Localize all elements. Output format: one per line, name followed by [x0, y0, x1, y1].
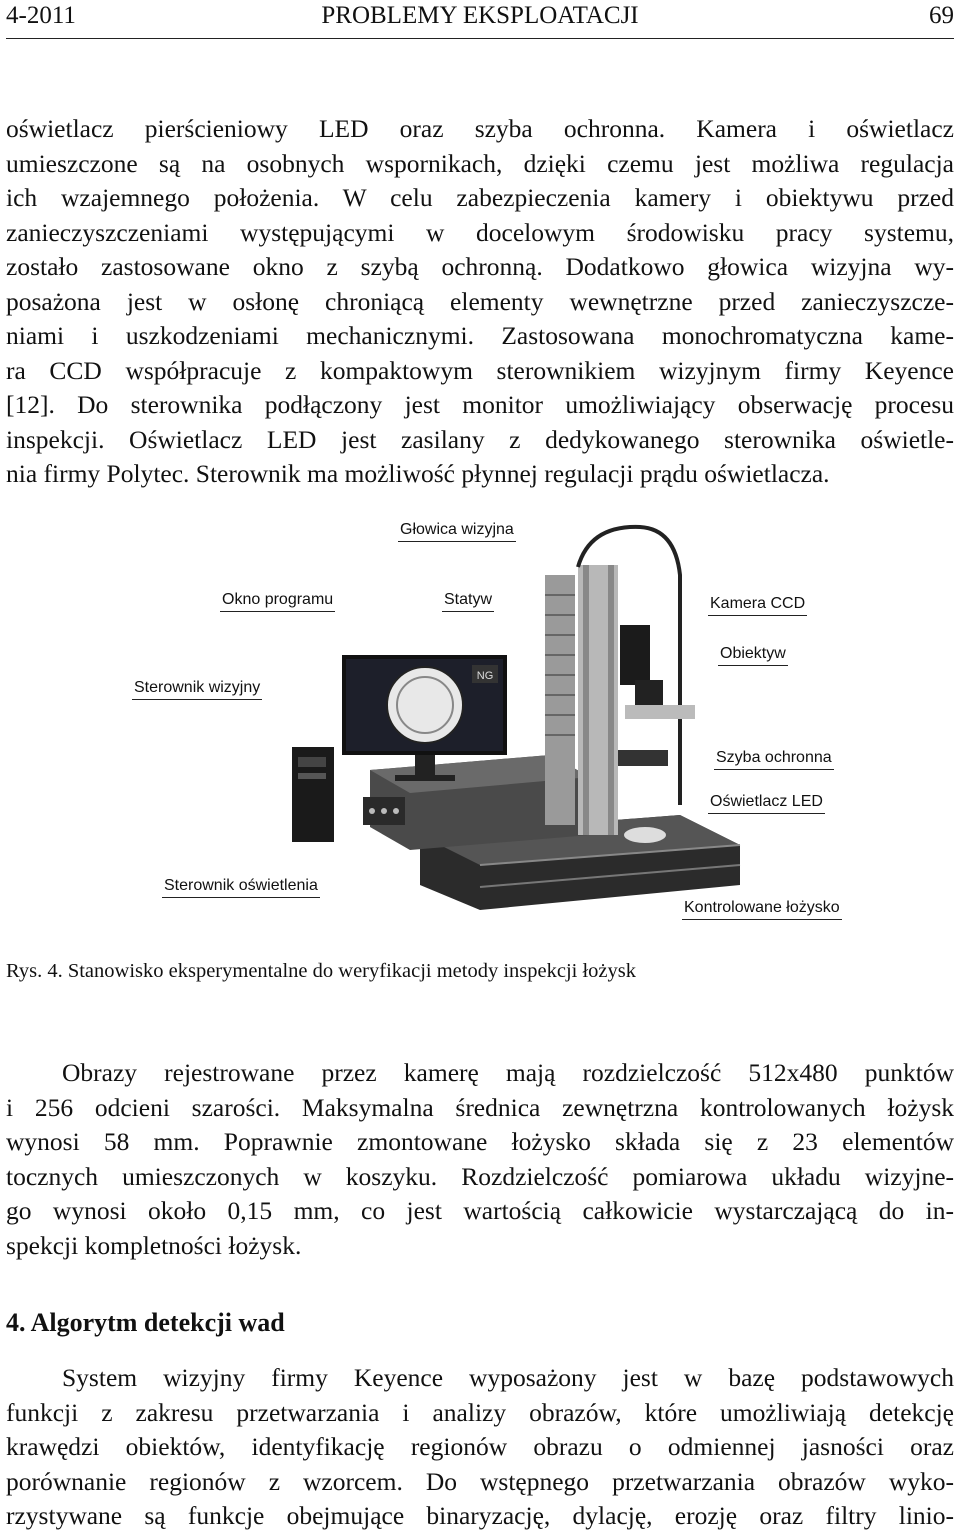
bearing [623, 826, 667, 844]
figure-experimental-setup [120, 515, 880, 925]
text-line: niami i uszkodzeniami mechanicznymi. Zastosowana monochromatyczna kame- [6, 321, 954, 350]
stand-bellows [545, 575, 575, 825]
text-line: Obrazy rejestrowane przez kamerę mają rozdzielczość 512x480 punktów [62, 1058, 954, 1087]
label-inspected-bearing: Kontrolowane łożysko [682, 899, 842, 920]
journal-title: PROBLEMY EKSPLOATACJI [321, 2, 639, 29]
issue-number: 4-2011 [6, 2, 76, 29]
setup-photo-illustration [120, 515, 880, 925]
lens [635, 680, 663, 708]
label-program-window: Okno programu [220, 591, 335, 612]
label-ccd-camera: Kamera CCD [708, 595, 807, 616]
label-vision-controller: Sterownik wizyjny [132, 679, 262, 700]
text-line: nia firmy Polytec. Sterownik ma możliwość płynnej regulacji prądu oświetlacza. [6, 459, 830, 488]
monitor-status-text: NG [476, 670, 494, 682]
label-lens: Obiektyw [718, 645, 788, 666]
text-line: rzystywane są funkcje obejmujące binaryzację, dylację, erozję oraz filtry linio- [6, 1501, 954, 1530]
paragraph-3 [6, 1361, 954, 1534]
text-line: spekcji kompletności łożysk. [6, 1230, 302, 1260]
text-line: System wizyjny firmy Keyence wyposażony jest w bazę podstawowych [62, 1363, 954, 1392]
text-line: tocznych umieszczonych w koszyku. Rozdzielczość pomiarowa układu wizyjne- [6, 1161, 954, 1191]
figure-caption: Rys. 4. Stanowisko eksperymentalne do weryfikacji metody inspekcji łożysk [6, 960, 637, 982]
monitor-bearing-image [387, 667, 463, 743]
protective-glass [625, 705, 695, 719]
text-line: ra CCD współpracuje z kompaktowym sterownikiem wizyjnym firmy Keyence [6, 355, 954, 385]
paragraph-1 [6, 112, 954, 492]
label-light-controller: Sterownik oświetlenia [162, 877, 320, 898]
text-line: porównanie regionów z wzorcem. Do wstępnego przetwarzania obrazów wyko- [6, 1466, 954, 1496]
section-heading: 4. Algorytm detekcji wad [6, 1308, 285, 1337]
text-line: umieszczone są na osobnych wspornikach, dzięki czemu jest możliwa regulacja [6, 148, 954, 178]
text-line: go wynosi około 0,15 mm, co jest wartością całkowicie wystarczającą do in- [6, 1196, 954, 1225]
text-line: oświetlacz pierścieniowy LED oraz szyba ochronna. Kamera i oświetlacz [6, 114, 954, 143]
text-line: zanieczyszczeniami występującymi w docelowym środowisku pracy systemu, [6, 217, 954, 247]
label-protective-glass: Szyba ochronna [714, 749, 834, 770]
ccd-camera [620, 625, 650, 685]
page-number: 69 [929, 2, 954, 29]
led-ring-light [618, 750, 668, 766]
label-vision-head: Głowica wizyjna [398, 521, 516, 542]
paragraph-2 [6, 1056, 954, 1263]
text-line: ich wzajemnego położenia. W celu zabezpieczenia kamery i obiektywu przed [6, 183, 954, 212]
text-line: funkcji z zakresu przetwarzania i analizy obrazów, które umożliwiają detekcję [6, 1397, 954, 1427]
label-led-illuminator: Oświetlacz LED [708, 793, 825, 814]
running-header [6, 0, 954, 39]
text-line: zostało zastosowane okno z szybą ochronną. Dodatkowo głowica wizyjna wy- [6, 252, 954, 281]
text-line: krawędzi obiektów, identyfikację regionów obrazu o odmiennej jasności oraz [6, 1432, 954, 1461]
text-line: i 256 odcieni szarości. Maksymalna średnica zewnętrzna kontrolowanych łożysk [6, 1092, 954, 1122]
text-line: wynosi 58 mm. Poprawnie zmontowane łożysko składa się z 23 elementów [6, 1127, 954, 1156]
text-line: [12]. Do sterownika podłączony jest monitor umożliwiający obserwację procesu [6, 390, 954, 419]
text-line: posażona jest w osłonę chroniącą elementy wewnętrzne przed zanieczyszcze- [6, 286, 954, 316]
text-line: inspekcji. Oświetlacz LED jest zasilany z dedykowanego sterownika oświetle- [6, 424, 954, 454]
label-stand: Statyw [442, 591, 494, 612]
